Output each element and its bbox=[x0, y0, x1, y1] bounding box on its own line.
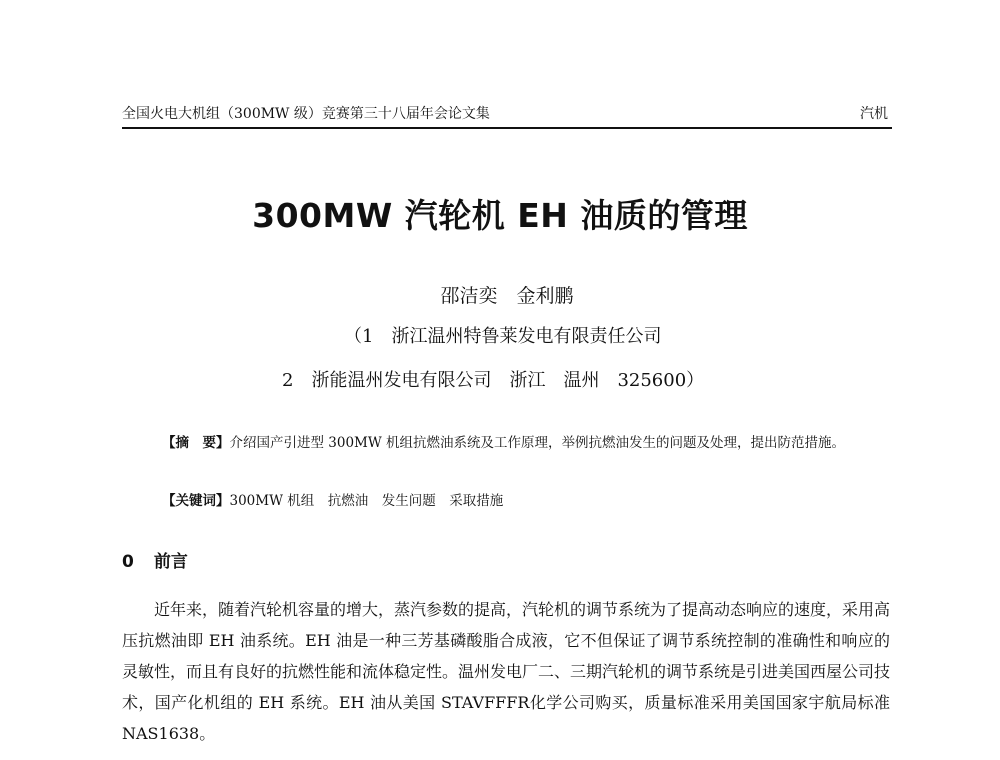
section-number: 0 bbox=[122, 552, 134, 572]
keywords-label: 【关键词】 bbox=[162, 493, 230, 509]
affiliation-2: 2 浙能温州发电有限公司 浙江 温州 325600） bbox=[282, 370, 705, 391]
abstract bbox=[122, 432, 890, 455]
abstract-text: 介绍国产引进型 300MW 机组抗燃油系统及工作原理，举例抗燃油发生的问题及处理，提出防范措施。 bbox=[229, 435, 846, 451]
abstract-label: 【摘 要】 bbox=[162, 435, 230, 451]
header-section-label: 汽机 bbox=[860, 106, 888, 122]
intro-paragraph: 近年来，随着汽轮机容量的增大，蒸汽参数的提高，汽轮机的调节系统为了提高动态响应的速度，采用高压抗燃油即 EH 油系统。EH 油是一种三芳基磷酸脂合成液，它不但保证了调节系统控制的准确性和响应的灵敏性，而且有良好的抗燃性能和流体稳定性。温州发电厂二、三期汽轮机的调节系统是引进美国西屋公司技术，国产化机组的 EH 系统。EH 油从美国 STAVFFFR化学公司购买，质量标准采用美国国家宇航局标准 NAS1638。 bbox=[122, 600, 891, 743]
body-text bbox=[122, 594, 890, 749]
keywords bbox=[162, 490, 503, 513]
header-proceedings-title: 全国火电大机组（300MW 级）竞赛第三十八届年会论文集 bbox=[122, 106, 490, 122]
section-heading bbox=[122, 550, 188, 574]
keywords-text: 300MW 机组 抗燃油 发生问题 采取措施 bbox=[229, 493, 504, 509]
paper-title: 300MW 汽轮机 EH 油质的管理 bbox=[252, 196, 748, 235]
section-title: 前言 bbox=[153, 552, 188, 572]
running-header bbox=[122, 104, 890, 126]
affiliation-1: （1 浙江温州特鲁莱发电有限责任公司 bbox=[344, 326, 662, 347]
header-rule bbox=[122, 127, 892, 129]
authors: 邵洁奕 金利鹏 bbox=[440, 285, 574, 307]
